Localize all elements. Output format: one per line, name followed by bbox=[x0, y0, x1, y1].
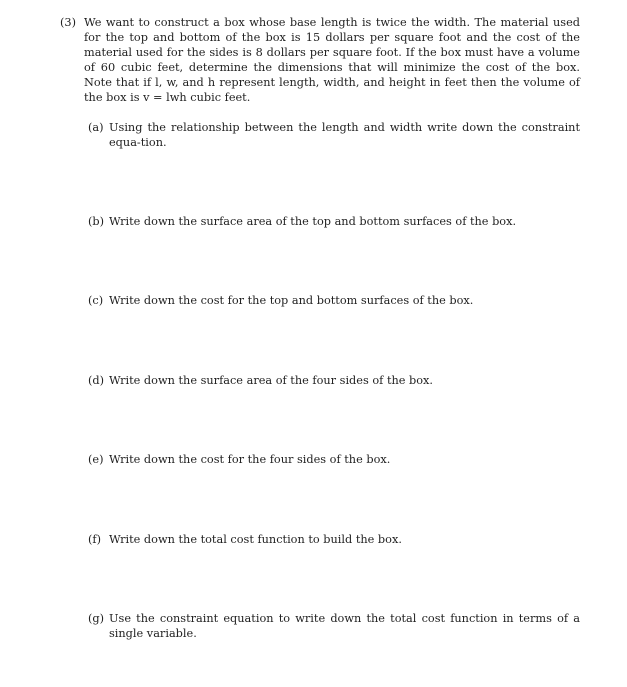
part-text: Use the constraint equation to write down the total cost function in terms of a single variable. bbox=[109, 612, 580, 640]
problem-number: (3) bbox=[60, 16, 77, 29]
problem-text: We want to construct a box whose base length is twice the width. The material used for the top and bottom of the box is 15 dollars per square foot and the cost of the material used for the sides is 8 dollars per square foot. If the box must have a volume of 60 cubic feet, determine the dimensions that will minimize the cost of the box. Note that if l, w, and h represent length, width, and height in feet then the volume of the box is v = lwh cubic feet. bbox=[84, 16, 580, 104]
part-label: (g) bbox=[88, 612, 105, 625]
part-a bbox=[88, 120, 580, 150]
part-text: Write down the surface area of the top and bottom surfaces of the box. bbox=[109, 215, 517, 228]
part-e bbox=[88, 452, 580, 467]
part-d bbox=[88, 373, 580, 388]
part-b bbox=[88, 214, 580, 229]
part-text: Write down the total cost function to build the box. bbox=[109, 533, 402, 546]
part-text: Using the relationship between the length and width write down the constraint equa-tion. bbox=[109, 121, 580, 149]
part-label: (d) bbox=[88, 374, 105, 387]
part-label: (b) bbox=[88, 215, 105, 228]
part-f bbox=[88, 532, 580, 547]
problem-statement bbox=[60, 15, 580, 105]
part-text: Write down the cost for the top and bottom surfaces of the box. bbox=[109, 294, 474, 307]
part-g bbox=[88, 611, 580, 641]
part-text: Write down the surface area of the four sides of the box. bbox=[109, 374, 434, 387]
part-label: (a) bbox=[88, 121, 104, 134]
part-label: (c) bbox=[88, 294, 104, 307]
part-c bbox=[88, 293, 580, 308]
part-text: Write down the cost for the four sides of the box. bbox=[109, 453, 391, 466]
part-label: (f) bbox=[88, 533, 101, 546]
part-label: (e) bbox=[88, 453, 104, 466]
